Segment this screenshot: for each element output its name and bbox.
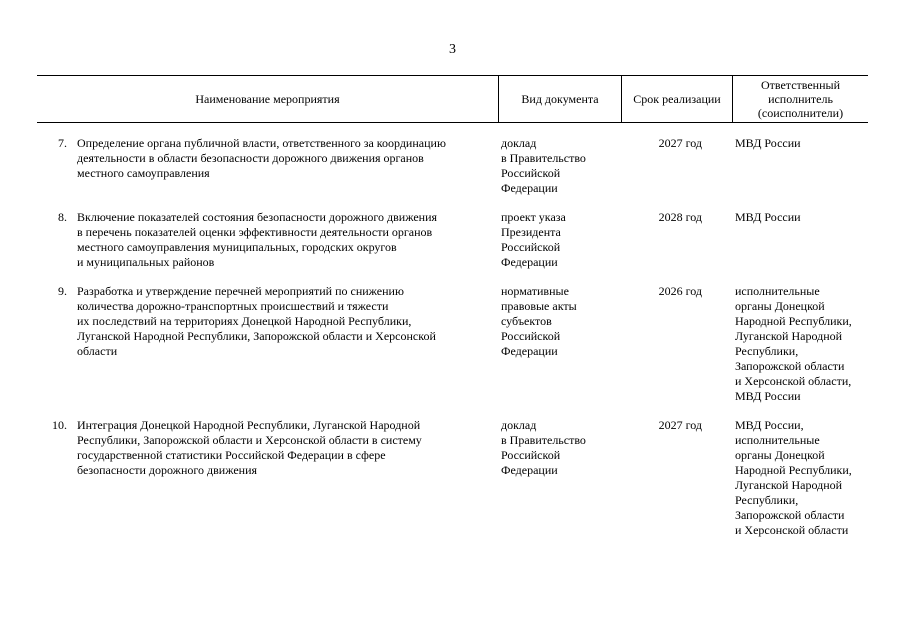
row-event-name: Определение органа публичной власти, ответственного за координацию деятельности в области безопасности дорожного движения органов местного самоуправления <box>77 136 446 180</box>
header-responsible-line: исполнитель <box>768 92 833 106</box>
page-number: 3 <box>449 42 456 57</box>
row-term: 2027 год <box>658 136 702 150</box>
row-number: 7. <box>58 136 67 150</box>
row-term: 2026 год <box>658 284 702 298</box>
row-number: 8. <box>58 210 67 224</box>
row-document-type: нормативные правовые акты субъектов Российской Федерации <box>501 284 577 358</box>
header-responsible-line: (соисполнители) <box>757 106 844 120</box>
row-number: 9. <box>58 284 67 298</box>
row-responsible: МВД России <box>735 136 801 150</box>
row-responsible: исполнительные органы Донецкой Народной Республики, Луганской Народной Республики, Запорожской области и Херсонской области, МВД России <box>735 284 852 403</box>
row-document-type: доклад в Правительство Российской Федерации <box>501 418 586 477</box>
row-responsible: МВД России <box>735 210 801 224</box>
header-event-name: Наименование мероприятия <box>195 92 340 106</box>
header-term: Срок реализации <box>633 92 721 106</box>
row-document-type: доклад в Правительство Российской Федерации <box>501 136 586 195</box>
header-responsible <box>733 76 868 122</box>
row-event-name: Интеграция Донецкой Народной Республики, Луганской Народной Республики, Запорожской области и Херсонской области в систему государственной статистики Российской Федерации в сфере безопасности дорожного движения <box>77 418 422 477</box>
row-term: 2027 год <box>658 418 702 432</box>
row-number: 10. <box>52 418 67 432</box>
row-document-type: проект указа Президента Российской Федерации <box>501 210 566 269</box>
header-document-type: Вид документа <box>521 92 599 106</box>
row-term: 2028 год <box>658 210 702 224</box>
row-responsible: МВД России, исполнительные органы Донецкой Народной Республики, Луганской Народной Республики, Запорожской области и Херсонской области <box>735 418 852 537</box>
table-header <box>37 75 868 123</box>
header-responsible-line: Ответственный <box>760 78 841 92</box>
row-event-name: Разработка и утверждение перечней мероприятий по снижению количества дорожно-транспортных происшествий и тяжести их последствий на территориях Донецкой Народной Республики, Луганской Народной Республики, Запорожской области и Херсонской области <box>77 284 436 358</box>
row-event-name: Включение показателей состояния безопасности дорожного движения в перечень показателей оценки эффективности деятельности органов местного самоуправления муниципальных, городских округов и муниципальных районов <box>77 210 438 269</box>
